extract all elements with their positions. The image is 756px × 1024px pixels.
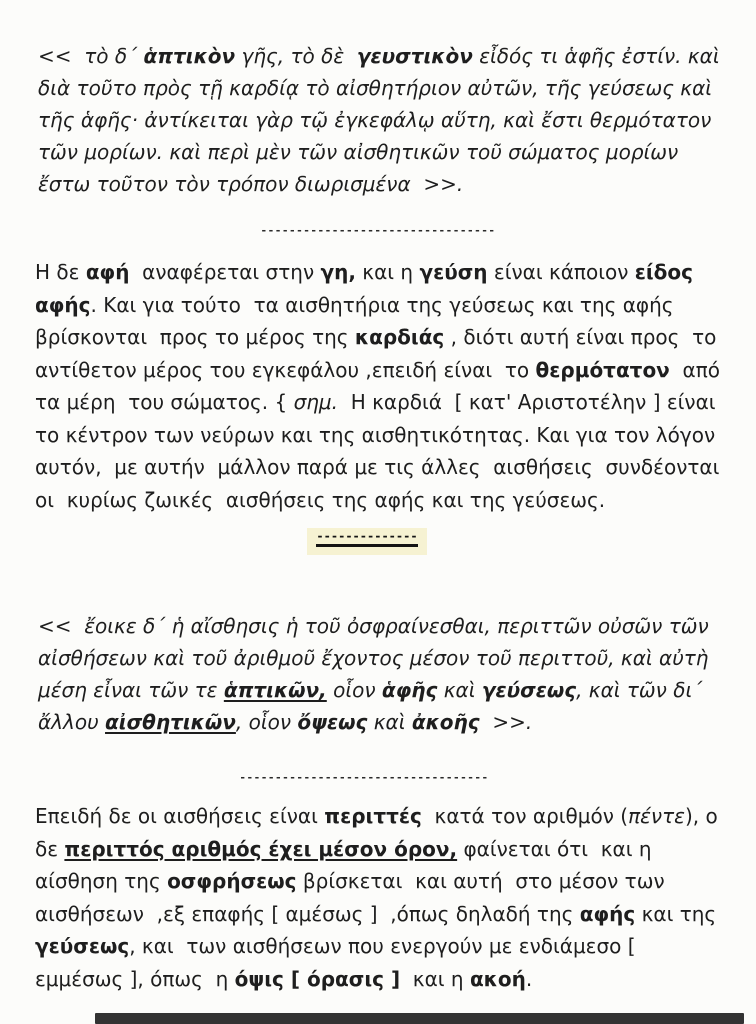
text-run: βρίσκεται και αυτή στο μέσον των αισθήσεων ,εξ επαφής [ αμέσως ] ,όπως δηλαδή της [35, 869, 671, 926]
greek-quote-block-2 [38, 610, 726, 738]
text-run: οἷον [326, 678, 382, 702]
text-run: . Και για τούτο τα αισθητήρια της γεύσεως και της αφής βρίσκονται προς το μέρος της [35, 292, 680, 349]
text-run: ἀκοῆς [411, 710, 480, 734]
text-run: από τα μέρη του σώματος. { [35, 357, 727, 414]
text-run: καὶ [367, 710, 412, 734]
text-run: ακοή [469, 966, 526, 991]
text-run: γεύσεως [35, 934, 130, 958]
text-run: αἰσθητικῶν [105, 710, 236, 734]
text-run: Η καρδιά [ κατ' Αριστοτέλην ] είναι το κέντρον των νεύρων και της αισθητικότητας. Και για τον λόγον αυτόν, με αυτήν μάλλον παρά με τις άλλες αισθήσεις συνδέονται οι κυρίως ζωικές αισθήσεις της αφής και της γεύσεως. [35, 390, 728, 512]
text-run: , και των αισθήσεων που ενεργούν με ενδιάμεσο [ εμμέσως ], όπως η [35, 934, 642, 991]
greek-quote-block-1 [38, 40, 728, 200]
text-run: , οἷον [235, 710, 298, 734]
text-run: θερμότατον [535, 357, 670, 382]
text-run: . [525, 966, 533, 991]
text-run: γευστικὸν [356, 44, 473, 68]
text-run: περιττές [324, 804, 422, 828]
text-run: οσφρήσεως [167, 869, 297, 893]
scan-edge-artifact [95, 1013, 744, 1024]
commentary-paragraph-1 [35, 256, 729, 516]
text-run: σημ. [293, 390, 338, 414]
separator-dashes: --------------------------------- [260, 224, 496, 237]
text-run: ἁπτικῶν, [223, 678, 327, 702]
highlighted-separator [0, 525, 756, 555]
text-run: γη, [320, 260, 356, 284]
text-run: εἶδός τι ἁφῆς ἐστίν. καὶ διὰ τοῦτο πρὸς τῇ καρδίᾳ τὸ αἰσθητήριον αὐτῶν, τῆς γεύσεως καὶ τῆς ἁφῆς· ἀντίκειται γὰρ τῷ ἐγκεφάλῳ αὕτη, καὶ ἔστι θερμότατον τῶν μορίων. καὶ περὶ μὲν τῶν αἰσθητικῶν τοῦ σώματος μορίων ἔστω τοῦτον τὸν τρόπον διωρισμένα >>. [38, 44, 726, 196]
text-run: , διότι αυτή είναι προς το αντίθετον μέρος του εγκεφάλου ,επειδή είναι το [35, 325, 723, 382]
text-run: αφή [85, 260, 130, 284]
text-run: >>. [479, 710, 533, 734]
text-run: και η [400, 966, 470, 991]
text-run: γεύσεως [481, 678, 577, 702]
dashed-separator-1 [0, 219, 756, 238]
highlight-mark [307, 528, 426, 555]
text-run: ), ο δε [35, 804, 725, 861]
text-run: καρδιάς [354, 325, 445, 349]
text-run: περιττός αριθμός έχει μέσον όρον, [64, 836, 458, 861]
text-run: Η δε [35, 260, 86, 284]
commentary-paragraph-2 [35, 800, 730, 995]
text-run: πέντε [628, 804, 685, 828]
separator-dashes: ----------------------------------- [239, 771, 489, 784]
text-run: << τὸ δ΄ [38, 44, 144, 68]
text-run: ὄψεως [297, 710, 368, 734]
text-run: Επειδή δε οι αισθήσεις είναι [35, 804, 325, 828]
text-run: αφής [579, 901, 636, 926]
text-run: κατά τον αριθμόν ( [421, 804, 629, 828]
separator-dashes: -------------- [316, 529, 418, 543]
text-run: ἁπτικὸν [143, 44, 236, 68]
text-run: όψις [ όρασις ] [234, 966, 401, 991]
text-run: και η [355, 260, 420, 284]
text-run: ἁφῆς [381, 678, 438, 702]
text-run: , καὶ τῶν δι΄ ἄλλου [38, 678, 709, 734]
text-run: καὶ [437, 678, 482, 702]
text-run: είναι κάποιον [487, 260, 635, 284]
text-run: << ἔοικε δ΄ ἡ αἴσθησις ἡ τοῦ ὀσφραίνεσθαι, περιττῶν οὐσῶν τῶν αἰσθήσεων καὶ τοῦ ἀριθμοῦ ἔχοντος μέσον τοῦ περιττοῦ, καὶ αὐτὴ μέση εἶναι τῶν τε [38, 614, 716, 702]
text-run: και της [635, 901, 723, 926]
separator-rule [316, 544, 417, 547]
text-run: γῆς, τὸ δὲ [235, 44, 357, 68]
dashed-separator-2 [0, 766, 742, 785]
text-run: φαίνεται ότι και η αίσθηση της [35, 836, 658, 893]
text-run: αναφέρεται στην [129, 260, 321, 284]
text-run: είδος αφής [35, 260, 707, 317]
text-run: γεύση [419, 260, 488, 284]
